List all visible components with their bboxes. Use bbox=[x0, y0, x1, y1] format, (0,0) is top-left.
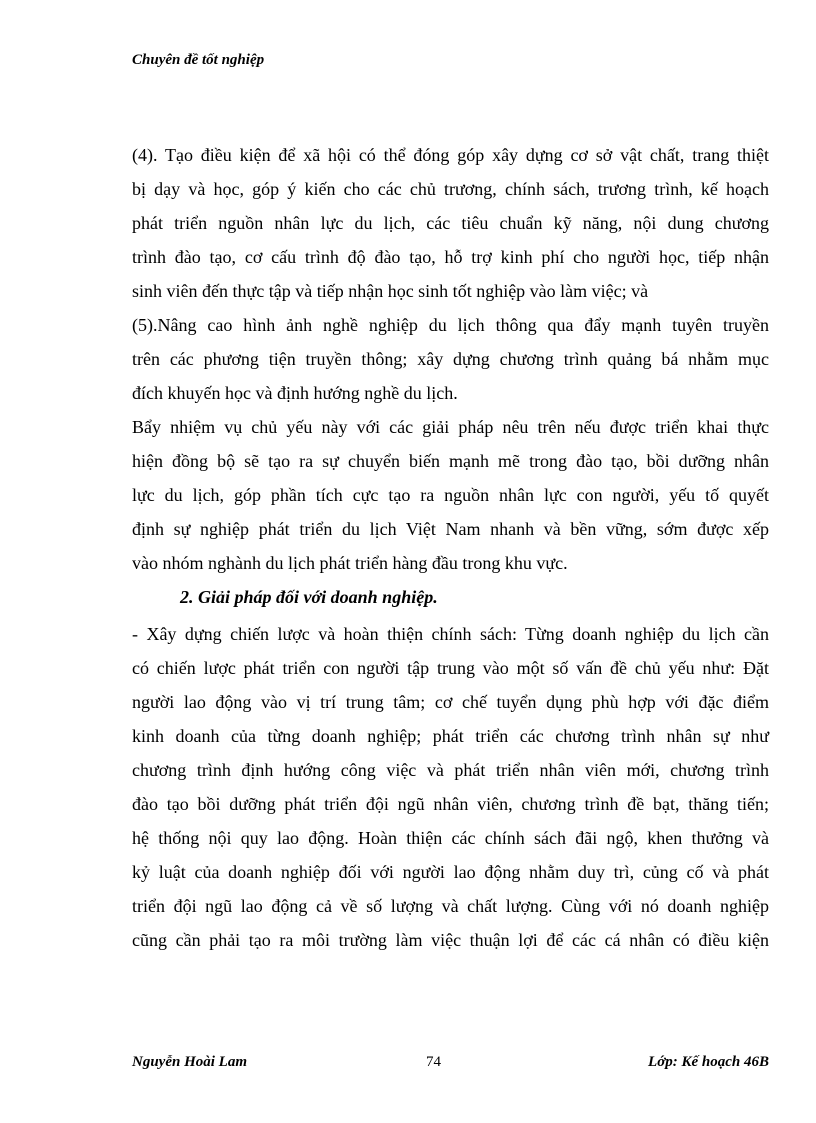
text-line: (4). Tạo điều kiện để xã hội có thể đóng góp xây dựng cơ sở vật chất, trang thiệt bbox=[132, 145, 769, 165]
text-line: (5).Nâng cao hình ảnh nghề nghiệp du lịch thông qua đẩy mạnh tuyên truyền bbox=[132, 315, 769, 335]
text-line: lực du lịch, góp phần tích cực tạo ra nguồn nhân lực con người, yếu tố quyết bbox=[132, 485, 769, 505]
text-line: hiện đồng bộ sẽ tạo ra sự chuyển biến mạnh mẽ trong đào tạo, bồi dưỡng nhân bbox=[132, 451, 769, 471]
text-line: bị dạy và học, góp ý kiến cho các chủ trương, chính sách, trương trình, kế hoạch bbox=[132, 179, 769, 199]
text-line: có chiến lược phát triển con người tập trung vào một số vấn đề chủ yếu như: Đặt bbox=[132, 658, 769, 678]
document-body bbox=[132, 140, 769, 959]
running-header: Chuyên đề tốt nghiệp bbox=[132, 52, 265, 68]
footer-class: Lớp: Kế hoạch 46B bbox=[648, 1054, 769, 1070]
text-line: sinh viên đến thực tập và tiếp nhận học sinh tốt nghiệp vào làm việc; và bbox=[132, 281, 649, 301]
text-line: triển đội ngũ lao động cả về số lượng và chất lượng. Cùng với nó doanh nghiệp bbox=[132, 896, 769, 916]
text-line: đào tạo bồi dưỡng phát triển đội ngũ nhân viên, chương trình đề bạt, thăng tiến; bbox=[132, 794, 769, 814]
text-line: đích khuyến học và định hướng nghề du lịch. bbox=[132, 383, 458, 403]
footer-author: Nguyễn Hoài Lam bbox=[132, 1054, 247, 1070]
page-footer bbox=[132, 1054, 769, 1074]
text-line: trên các phương tiện truyền thông; xây dựng chương trình quảng bá nhằm mục bbox=[132, 349, 769, 369]
text-line: kỷ luật của doanh nghiệp đối với người lao động nhằm duy trì, củng cố và phát bbox=[132, 862, 769, 882]
text-line: định sự nghiệp phát triển du lịch Việt Nam nhanh và bền vững, sớm được xếp bbox=[132, 519, 769, 539]
text-line: trình đào tạo, cơ cấu trình độ đào tạo, hỗ trợ kinh phí cho người học, tiếp nhận bbox=[132, 247, 769, 267]
text-line: chương trình định hướng công việc và phát triển nhân viên mới, chương trình bbox=[132, 760, 769, 780]
section-heading: 2. Giải pháp đối với doanh nghiệp. bbox=[180, 587, 438, 607]
text-line: kinh doanh của từng doanh nghiệp; phát triển các chương trình nhân sự như bbox=[132, 726, 769, 746]
text-line: phát triển nguồn nhân lực du lịch, các tiêu chuẩn kỹ năng, nội dung chương bbox=[132, 213, 769, 233]
text-line: vào nhóm nghành du lịch phát triển hàng đầu trong khu vực. bbox=[132, 553, 568, 573]
text-line: người lao động vào vị trí trung tâm; cơ chế tuyển dụng phù hợp với đặc điểm bbox=[132, 692, 769, 712]
text-line: - Xây dựng chiến lược và hoàn thiện chính sách: Từng doanh nghiệp du lịch cần bbox=[132, 624, 769, 644]
text-line: hệ thống nội quy lao động. Hoàn thiện các chính sách đãi ngộ, khen thưởng và bbox=[132, 828, 769, 848]
text-line: Bẩy nhiệm vụ chủ yếu này với các giải pháp nêu trên nếu được triển khai thực bbox=[132, 417, 769, 437]
page-number: 74 bbox=[426, 1054, 441, 1070]
text-line: cũng cần phải tạo ra môi trường làm việc thuận lợi để các cá nhân có điều kiện bbox=[132, 930, 769, 950]
